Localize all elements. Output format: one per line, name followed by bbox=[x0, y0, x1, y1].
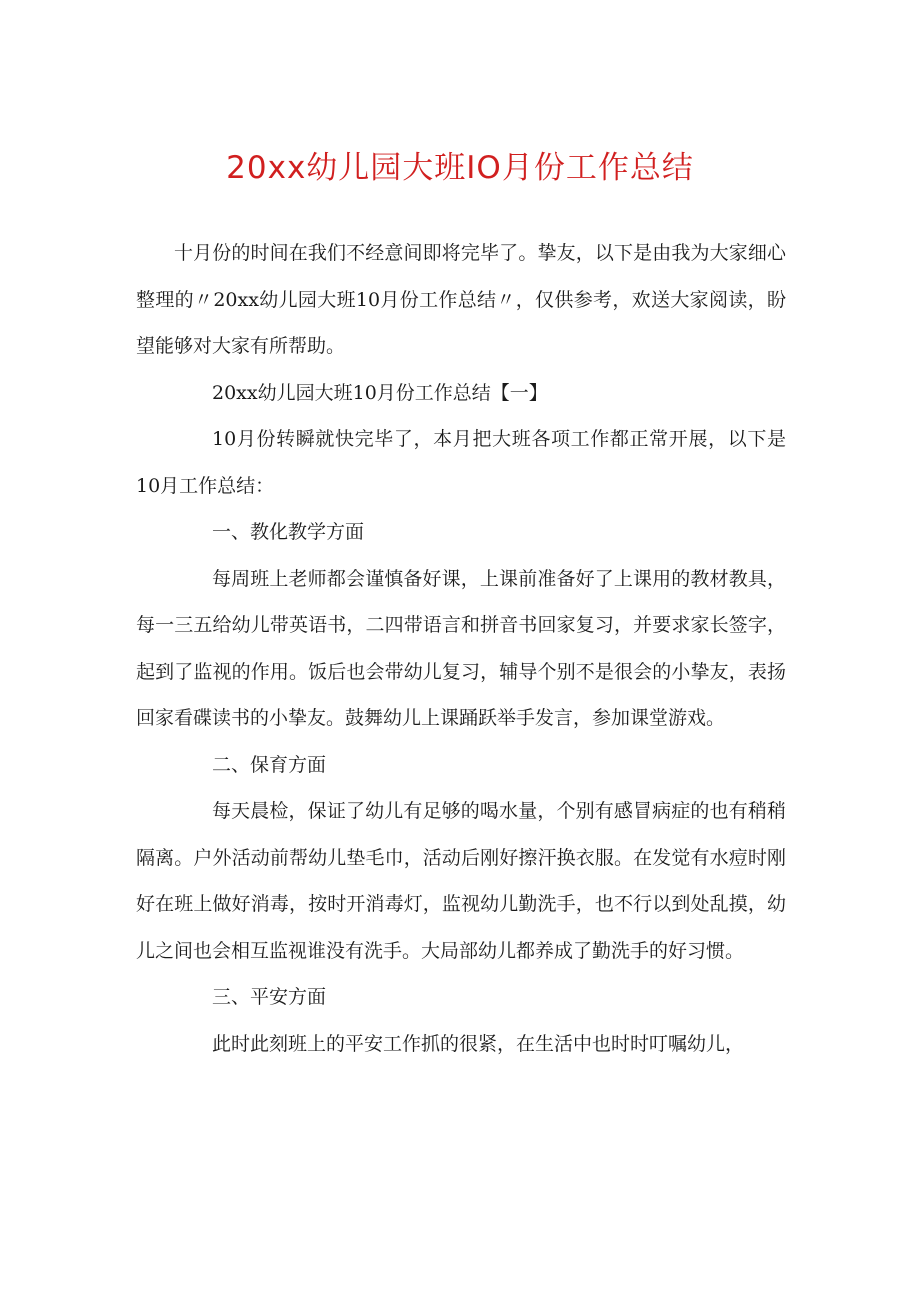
teaching-paragraph: 每周班上老师都会谨慎备好课，上课前准备好了上课用的教材教具，每一三五给幼儿带英语书，二四带语言和拼音书回家复习，并要求家长签字，起到了监视的作用。饭后也会带幼儿复习，辅导个别不是很会的小挚友，表扬回家看碟读书的小挚友。鼓舞幼儿上课踊跃举手发言，参加课堂游戏。 bbox=[136, 567, 786, 729]
care-paragraph: 每天晨检，保证了幼儿有足够的喝水量，个别有感冒病症的也有稍稍隔离。户外活动前帮幼儿垫毛巾，活动后刚好擦汗换衣服。在发觉有水痘时刚好在班上做好消毒，按时开消毒灯，监视幼儿勤洗手，也不行以到处乱摸，幼儿之间也会相互监视谁没有洗手。大局部幼儿都养成了勤洗手的好习惯。 bbox=[136, 800, 786, 962]
heading-safety: 三、平安方面 bbox=[212, 986, 327, 1008]
safety-paragraph: 此时此刻班上的平安工作抓的很紧，在生活中也时时叮嘱幼儿， bbox=[212, 1032, 745, 1055]
section-heading-one: 20xx幼儿园大班10月份工作总结【一】 bbox=[212, 381, 548, 404]
summary-intro-paragraph: 10月份转瞬就快完毕了，本月把大班各项工作都正常开展，以下是10月工作总结： bbox=[136, 428, 786, 497]
document-body bbox=[136, 230, 786, 1067]
intro-paragraph: 十月份的时间在我们不经意间即将完毕了。挚友，以下是由我为大家细心整理的〃20xx幼儿园大班10月份工作总结〃，仅供参考，欢送大家阅读，盼望能够对大家有所帮助。 bbox=[136, 242, 786, 357]
document-title: 20xx幼儿园大班IO月份工作总结 bbox=[226, 150, 694, 186]
heading-care: 二、保育方面 bbox=[212, 753, 327, 776]
heading-teaching: 一、教化教学方面 bbox=[212, 521, 365, 543]
